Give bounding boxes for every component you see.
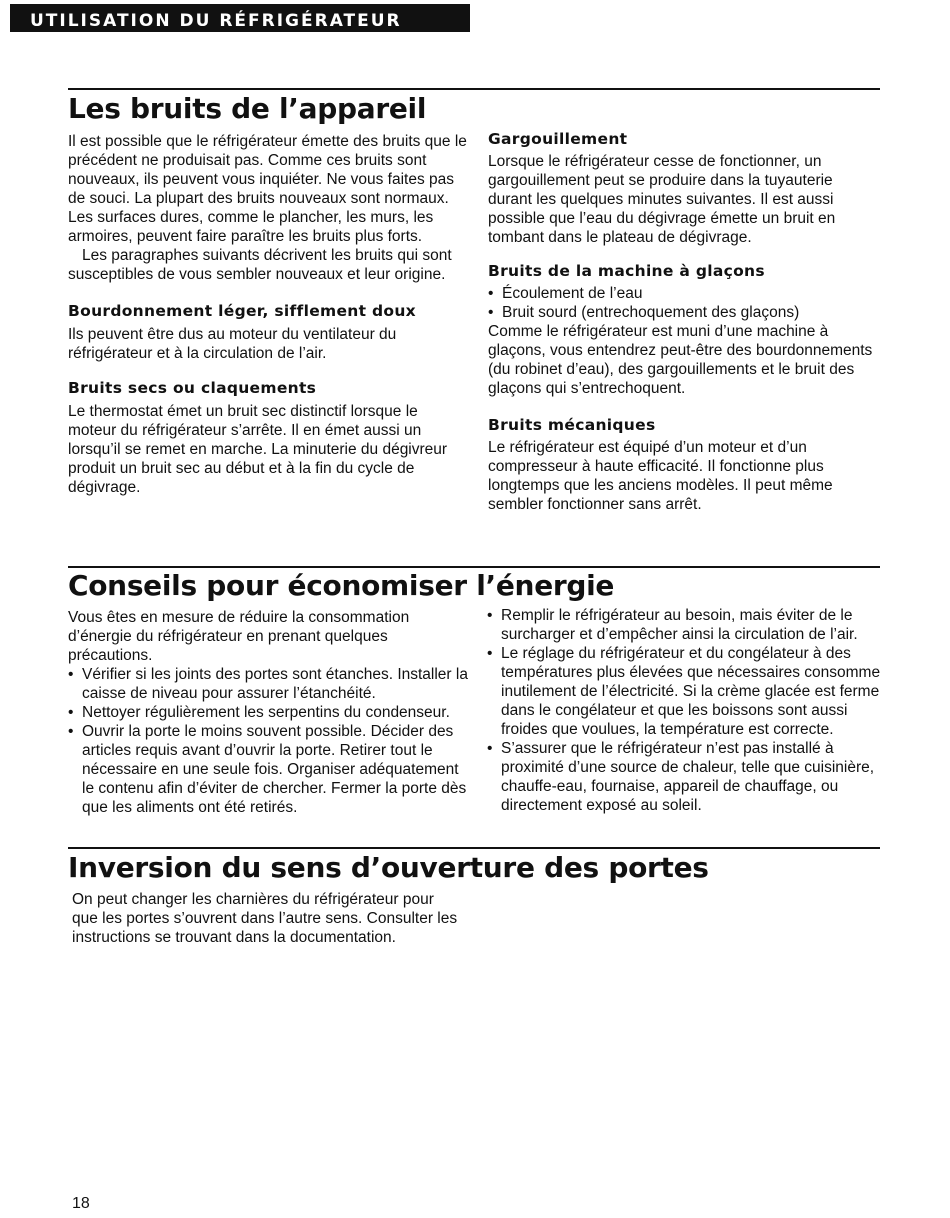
list-item: • Nettoyer régulièrement les serpentins du condenseur. bbox=[68, 703, 468, 722]
energy-right-bullet-list bbox=[487, 606, 882, 815]
gurgle-text: Lorsque le réfrigérateur cesse de fonctionner, un gargouillement peut se produire dans la tuyauterie durant les quelques minutes suivantes. Il est aussi possible que l’eau du dégivrage émette un bruit en tombant dans le plateau de dégivrage. bbox=[488, 153, 836, 246]
icemaker-text: Comme le réfrigérateur est muni d’une machine à glaçons, vous entendrez peut-être des bourdonnements (du robinet d’eau), des gargouillements et le bruit des glaçons qui s’entrechoquent. bbox=[488, 323, 873, 397]
noises-left-column bbox=[68, 132, 468, 497]
section-divider bbox=[68, 566, 880, 568]
header-bar bbox=[10, 4, 470, 32]
energy-left-column bbox=[68, 608, 468, 817]
energy-intro: Vous êtes en mesure de réduire la consommation d’énergie du réfrigérateur en prenant quelques précautions. bbox=[68, 609, 410, 664]
section-divider bbox=[68, 847, 880, 849]
energy-right-column bbox=[487, 606, 882, 815]
noises-right-column bbox=[488, 130, 880, 514]
section-title-energy: Conseils pour économiser l’énergie bbox=[68, 569, 615, 602]
list-item: • Remplir le réfrigérateur au besoin, mais éviter de le surcharger et d’empêcher ainsi la circulation de l’air. bbox=[487, 606, 882, 644]
gurgle-heading: Gargouillement bbox=[488, 130, 628, 148]
list-item: • Le réglage du réfrigérateur et du congélateur à des températures plus élevées que nécessaires consomme inutilement de l’électricité. Si la crème glacée est ferme dans le congélateur et que les boissons sont aussi froides que voulues, la température est correcte. bbox=[487, 644, 882, 739]
mechanical-text: Le réfrigérateur est équipé d’un moteur et d’un compresseur à haute efficacité. Il fonctionne plus longtemps que les anciens modèles. Il peut même sembler fonctionner sans arrêt. bbox=[488, 439, 833, 513]
page-number: 18 bbox=[72, 1195, 90, 1212]
mechanical-heading: Bruits mécaniques bbox=[488, 416, 656, 434]
list-item: • Vérifier si les joints des portes sont étanches. Installer la caisse de niveau pour assurer l’étanchéité. bbox=[68, 665, 468, 703]
header-title: UTILISATION DU RÉFRIGÉRATEUR bbox=[30, 11, 402, 31]
door-text: On peut changer les charnières du réfrigérateur pour que les portes s’ouvrent dans l’autre sens. Consulter les instructions se trouvant dans la documentation. bbox=[72, 891, 458, 946]
energy-left-bullet-list bbox=[68, 665, 468, 817]
section-title-door: Inversion du sens d’ouverture des portes bbox=[68, 851, 709, 884]
noises-intro-1: Il est possible que le réfrigérateur émette des bruits que le précédent ne produisait pas. Comme ces bruits sont nouveaux, ils peuvent vous inquiéter. Ne vous faites pas de souci. La plupart des bruits nouveaux sont normaux. Les surfaces dures, comme le plancher, les murs, les armoires, peuvent faire paraître les bruits plus forts. bbox=[68, 133, 467, 245]
icemaker-bullet-list bbox=[488, 284, 880, 322]
list-item: • S’assurer que le réfrigérateur n’est pas installé à proximité d’une source de chaleur, telle que cuisinière, chauffe-eau, fournaise, appareil de chauffage, ou directement exposé au soleil. bbox=[487, 739, 882, 815]
list-item: • Bruit sourd (entrechoquement des glaçons) bbox=[488, 303, 880, 322]
section-title-noises: Les bruits de l’appareil bbox=[68, 92, 427, 125]
icemaker-heading: Bruits de la machine à glaçons bbox=[488, 262, 765, 280]
list-item: • Écoulement de l’eau bbox=[488, 284, 880, 303]
list-item: • Ouvrir la porte le moins souvent possible. Décider des articles requis avant d’ouvrir la porte. Retirer tout le nécessaire en une seule fois. Organiser adéquatement le contenu afin d’éviter de chercher. Fermer la porte dès que les aliments ont été retirés. bbox=[68, 722, 468, 817]
hum-heading: Bourdonnement léger, sifflement doux bbox=[68, 302, 416, 320]
click-heading: Bruits secs ou claquements bbox=[68, 379, 317, 397]
noises-intro-2: Les paragraphes suivants décrivent les bruits qui sont susceptibles de vous sembler nouveaux et leur origine. bbox=[68, 247, 452, 283]
click-text: Le thermostat émet un bruit sec distinctif lorsque le moteur du réfrigérateur s’arrête. Il en émet aussi un lorsqu’il se remet en marche. La minuterie du dégivreur produit un bruit sec au début et à la fin du cycle de dégivrage. bbox=[68, 403, 448, 496]
hum-text: Ils peuvent être dus au moteur du ventilateur du réfrigérateur et à la circulation de l’air. bbox=[68, 326, 397, 362]
door-column bbox=[72, 890, 462, 947]
section-divider bbox=[68, 88, 880, 90]
